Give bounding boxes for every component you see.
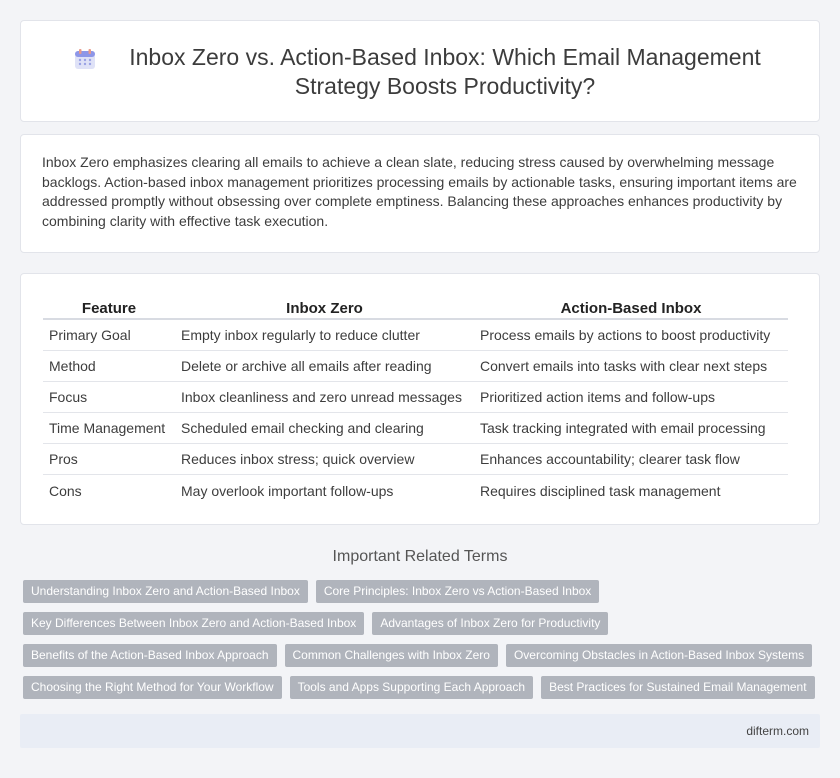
intro-paragraph: Inbox Zero emphasizes clearing all emails to achieve a clean slate, reducing stress caused by overwhelming message backlogs. Action-based inbox management prioritizes processing emails by actionable tasks, ensuring important items are addressed promptly without obsessing over complete emptiness. Balancing these approaches enhances productivity by combining clarity with effective task execution.	[42, 154, 797, 229]
table-row	[43, 320, 788, 351]
table-cell: Delete or archive all emails after reading	[175, 351, 474, 382]
related-term-link[interactable]: Benefits of the Action-Based Inbox Approach	[23, 644, 277, 667]
related-term-link[interactable]: Tools and Apps Supporting Each Approach	[290, 676, 534, 699]
header-feature: Feature	[43, 294, 175, 320]
table-cell: Primary Goal	[43, 320, 175, 351]
related-term-link[interactable]: Common Challenges with Inbox Zero	[285, 644, 498, 667]
table-cell: Task tracking integrated with email processing	[474, 413, 788, 444]
table-cell: Cons	[49, 482, 82, 499]
table-header-row	[43, 294, 788, 320]
table-cell: Convert emails into tasks with clear next steps	[474, 351, 788, 382]
table-cell: Reduces inbox stress; quick overview	[175, 444, 474, 475]
header-action-based-inbox: Action-Based Inbox	[474, 294, 788, 320]
table-cell: Process emails by actions to boost productivity	[474, 320, 788, 351]
tag-row	[23, 580, 823, 603]
table-row	[43, 413, 788, 444]
table-row	[43, 475, 788, 506]
table-cell: Requires disciplined task management	[480, 482, 721, 499]
footer	[20, 714, 820, 748]
table-cell: Pros	[43, 444, 175, 475]
table-cell: Enhances accountability; clearer task flow	[474, 444, 788, 475]
calendar-icon	[74, 48, 96, 70]
table-cell: Focus	[43, 382, 175, 413]
table-cell: Prioritized action items and follow-ups	[474, 382, 788, 413]
related-term-link[interactable]: Understanding Inbox Zero and Action-Based Inbox	[23, 580, 308, 603]
related-term-link[interactable]: Choosing the Right Method for Your Workflow	[23, 676, 282, 699]
footer-site-name: difterm.com	[746, 724, 809, 738]
table-cell: Time Management	[43, 413, 175, 444]
page-title: Inbox Zero vs. Action-Based Inbox: Which Email Management Strategy Boosts Productivity?	[129, 44, 761, 99]
comparison-table	[43, 294, 788, 506]
tag-row	[23, 644, 823, 667]
related-term-link[interactable]: Best Practices for Sustained Email Management	[541, 676, 814, 699]
tag-row	[23, 676, 823, 699]
header-card	[20, 20, 820, 122]
related-term-link[interactable]: Key Differences Between Inbox Zero and Action-Based Inbox	[23, 612, 364, 635]
header-inbox-zero: Inbox Zero	[175, 294, 474, 320]
table-cell: May overlook important follow-ups	[181, 482, 394, 499]
table-row	[43, 444, 788, 475]
related-term-link[interactable]: Overcoming Obstacles in Action-Based Inbox Systems	[506, 644, 812, 667]
table-row	[43, 351, 788, 382]
comparison-table-card	[20, 273, 820, 525]
table-cell: Empty inbox regularly to reduce clutter	[175, 320, 474, 351]
table-cell: Scheduled email checking and clearing	[175, 413, 474, 444]
table-cell: Method	[43, 351, 175, 382]
related-terms-heading: Important Related Terms	[332, 548, 508, 565]
tag-row	[23, 612, 823, 635]
table-row	[43, 382, 788, 413]
related-term-link[interactable]: Core Principles: Inbox Zero vs Action-Based Inbox	[316, 580, 599, 603]
table-cell: Inbox cleanliness and zero unread messages	[175, 382, 474, 413]
intro-card	[20, 134, 820, 253]
related-terms-list	[23, 580, 823, 708]
related-term-link[interactable]: Advantages of Inbox Zero for Productivity	[372, 612, 608, 635]
